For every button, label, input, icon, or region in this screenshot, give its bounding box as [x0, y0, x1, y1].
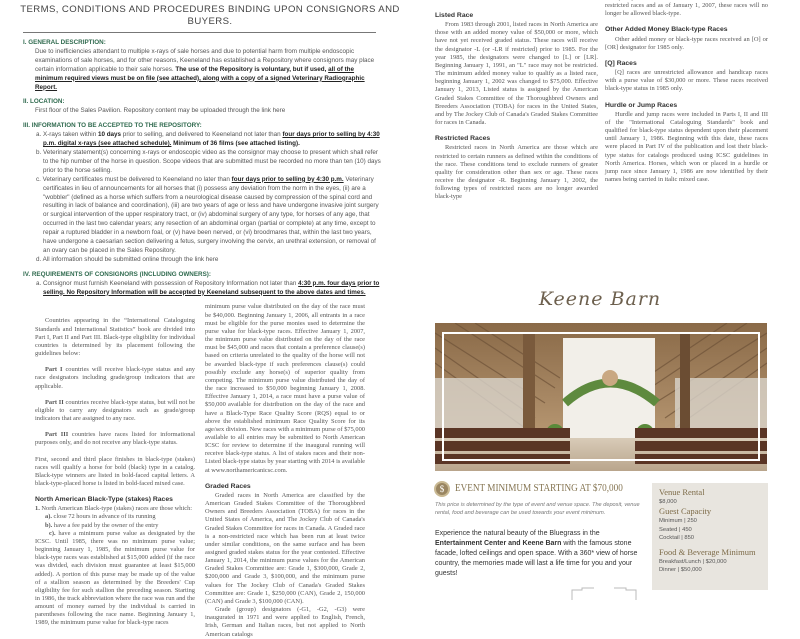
capacity-minimum: Minimum | 250 — [659, 518, 697, 525]
underlined-text: four days prior to selling by 4:30 p.m. digital x-rays (see attached schedule). — [43, 131, 380, 148]
paragraph — [35, 431, 195, 447]
catalog-right-col1 — [435, 12, 598, 201]
bold-term: Part I — [45, 366, 63, 374]
catalog-left-col2 — [205, 303, 365, 638]
paragraph: restricted races and as of January 1, 2007, these races will no longer be allowed black-type. — [605, 2, 768, 18]
list-item-b: b. Veterinary statement(s) concerning x-rays or endoscopic video as the consignor may choose to present which shall refer to the hip number of the horse in question. Scope videos that are submitted must be recorded no more than ten (10) days prior to the horse selling. — [36, 148, 381, 174]
list-item — [35, 530, 195, 628]
list-item-c — [23, 176, 383, 256]
text: countries receive black-type status, but will not be eligible to carry any designators such as grade/group indicators that are assigned to any race. — [35, 398, 195, 423]
floorplan-outline — [570, 586, 645, 600]
bold-term: Part II — [45, 398, 64, 406]
venue-script-title: Keene Barn — [538, 288, 662, 310]
num: c). — [49, 529, 56, 537]
paragraph: Hurdle and jump races were included in Parts I, II and III of the "International Cataloguing Standards" book and qualified for black-type status dependent upon their placement until January 1, 1986. Beginning with this date, these races were placed in Part IV of the publication and lost their black-type status for catalogs produced using ICSC guidelines in North America. Horses, which won or placed in a hurdle or jump race since January 1, 1986 are now identified by their names being carried in italic mixed case. — [605, 110, 768, 183]
text: North American Black-type (stakes) races are those which: — [39, 505, 193, 513]
divider — [23, 32, 376, 33]
num: b). — [45, 521, 53, 529]
section-location — [23, 98, 383, 116]
paragraph: First, second and third place finishes in black-type (stakes) races will qualify a horse for bold (black) type in a catalog. Black-type winners are listed in bold-faced capital letters. A black-type-placed horse is listed in bold-faced mixed case. — [35, 455, 195, 487]
paragraph: Other added money or black-type races received an [O] or [OR] designator for 1985 only. — [605, 35, 768, 51]
paragraph: Countries appearing in the “International Cataloguing Standards and International Statistics” book are divided into Part I, Part II and Part III. Black-type eligibility for individual countries is determined by its placement following the guidelines below: — [35, 317, 195, 358]
barn-interior-illustration — [435, 323, 767, 471]
paragraph: Restricted races in North America are those which are restricted to certain runners as defined within the conditions of the race. These conditions tend to exclude runners of greater quality for consideration other than sex or age. These races receive the designator -R. Beginning January 1, 2002, the following types of restricted races are no longer awarded black-type — [435, 144, 598, 201]
list-item-a — [23, 131, 383, 149]
underlined-text: 4:30 p.m. four days prior to selling. No Repository Information will be accepted by Keeneland subsequent to the above dates and times. — [43, 279, 380, 296]
catalog-right-col2 — [605, 0, 768, 184]
venue-photo — [435, 323, 767, 471]
section-general — [23, 39, 383, 92]
section-heading: [Q] Races — [605, 59, 637, 67]
bold-text: Minimum of 36 films (see attached listing). — [171, 140, 300, 148]
section-heading: I. GENERAL DESCRIPTION: — [23, 39, 106, 46]
venue-description — [435, 529, 647, 579]
text: a. X-rays taken within — [36, 131, 98, 139]
catalog-left-page — [0, 299, 432, 638]
terms-document — [0, 0, 432, 299]
section-heading: II. LOCATION: — [23, 98, 65, 106]
text: Due to inefficiencies attendant to multiple x-rays of sale horses and due to potential harm from multiple endoscopic examinations of sale horses, and for other reasons, Keeneland has established a Repository where consignors may place certain information applicable to their sale horses. — [35, 47, 375, 73]
section-information — [23, 122, 383, 265]
food-beverage-heading: Food & Beverage Minimum — [659, 546, 756, 557]
section-heading: Restricted Races — [435, 135, 491, 143]
text: with the famous stone facade, lofted ceilings and open space. With a 360* view of horse country, the memories made will last a life time for you and your guests! — [435, 540, 638, 577]
fb-breakfast-lunch: Breakfast/Lunch | $20,000 — [659, 558, 727, 565]
text: countries have races listed for informational purposes only, and do not receive any black-type status. — [35, 431, 196, 447]
guest-capacity-heading: Guest Capacity — [659, 506, 712, 517]
paragraph — [35, 399, 195, 423]
paragraph: Graded races in North America are classified by the American Graded Stakes Committee of the Thoroughbred Owners and Breeders Association (TOBA) for races in the United States of America, and The Jockey Club of Canada's Graded Stakes Committee for races in Canada. A Graded race is a non-restricted race which has been run at least twice under similar conditions, on the same surface and has been assigned graded stakes status for the year contested. Effective January 1, 2014, the minimum purse values for the American Graded Stakes Committee are: Grade 1, $300,000, Grade 2, $200,000 and Grade 3, $100,000, and the minimum purse values for The Jockey Club of Canada's Graded Stakes Committee are: Grade 1, $250,000 (CAN), Grade 2, 150,000 (CAN) and Grade 3, $100,000 (CAN). — [205, 491, 365, 605]
document-title: TERMS, CONDITIONS AND PROCEDURES BINDING UPON CONSIGNORS AND BUYERS. — [20, 4, 400, 27]
section-heading: Listed Race — [435, 12, 474, 19]
venue-rental-price: $8,000 — [659, 499, 677, 505]
text: close 72 hours in advance of its running — [51, 513, 156, 521]
location-link-text[interactable]: First floor of the Sales Pavilion. Repository content may be uploaded through the link here — [35, 107, 286, 115]
list-item — [35, 513, 195, 521]
text: have a fee paid by the owner of the entry — [52, 521, 159, 529]
paragraph: minimum purse value distributed on the day of the race must be $40,000. Beginning January 1, 2006, all entrants in a race must be eligible for the purse monies used to determine the purse value for black-type races. Effective January 1, 2007, the minimum purse value distributed on the day of the race must be $45,000 and races that contain a preference clause(s) based on criteria unrelated to the quality of the horse will not be awarded black-type if such preferences clause(s) could possibly exclude any horse(s) of superior quality from competing. The minimum purse value distributed the day of the race increased to $50,000 beginning January 1, 2008. Effective January 1, 2014, a race must have a purse value of $50,000 available for distribution on the day of the race and have a Black-Type Race Quality Score (RQS) equal to or above the established minimum Race Quality Score for its age/sex division. New races with a minimum purse of $75,000 available to all entries may be submitted to North American ICSC for review to determine if the inaugural running will receive black-type status. A list of stakes races and their non-Listed black-type status by year starting with 2014 is available at www.northamericanicsc.com. — [205, 303, 365, 474]
text: countries will receive black-type status and any race designators including grade/group indicators that are applicable. — [35, 366, 195, 390]
list-item-a — [23, 280, 383, 298]
section-heading: Graded Races — [205, 482, 251, 490]
section-heading: IV. REQUIREMENTS OF CONSIGNORS (INCLUDING OWNERS): — [23, 270, 211, 278]
section-heading: Hurdle or Jump Races — [605, 101, 678, 109]
underlined-text: all of the minimum required views must be on file (see attached), along with a copy of a signed Veterinary Radiographic Report. — [35, 65, 365, 91]
text: Experience the natural beauty of the Bluegrass in the — [435, 530, 600, 537]
text: have a minimum purse value as designated by the ICSC. Until 1985, there was no minimum purse value; beginning January 1, 1985, the minimum purse value for black-type races was established at $15,000 added (if the race was divided, each division must guarantee at least $15,000 added). A portion of this purse may be made up of the value of a stallion season as determined by the Breeders' Cup eligibility fee for such stallion the preceding season. Starting in 1986, the track abbreviation where the race was run and the amount of money earned by the individual is carried in parentheses following the race name. Beginning January 1, 1989, the minimum purse value for black-type races — [35, 529, 195, 627]
section-heading: III. INFORMATION TO BE ACCEPTED TO THE REPOSITORY: — [23, 122, 202, 130]
text: a. Consignor must furnish Keeneland with possession of Repository Information not later than — [36, 279, 299, 287]
list-item-d[interactable]: d. All information should be submitted online through the link here — [36, 255, 219, 263]
section-text — [23, 48, 383, 93]
paragraph — [35, 366, 195, 390]
bold-text: The use of the Repository is voluntary, but if used, — [175, 65, 329, 73]
bold-term: Part III — [45, 431, 69, 439]
capacity-seated: Seated | 450 — [659, 526, 692, 533]
venue-details-box — [652, 483, 768, 590]
text: Veterinary certificates in lieu of announcements for all horses that (i) possess any deviation from the norm in the eyes, (ii) are a "wobbler" (defined as a horse which suffers from a neurological disease caused by compression of the spinal cord and resulting in lack of balance and coordination), (iii) are two years of age or less and have undergone invasive joint surgery or surgical intervention of the upper respiratory tract, or (iv) abdominal surgery of any type, for horses of any age, that occurred in the last two calendar years; any resection of an abdominal organ (partial or complete) at any time, except to repair a ruptured bladder in a newborn foal, or (v) have been nerved, or (vi) broodmares that, within the last two years, have undergone a caesarian section delivering a fetus, surgery involving the cervix, an urethral extension, or removal of an ovary can be placed in the Sales Repository. — [43, 175, 379, 254]
paragraph: From 1983 through 2001, listed races in North America are those with an added money value of $50,000 or more, which have not yet received graded status. These races will receive the designator -L (or -LR if restricted) prior to 1985. For the year 1985, the designators were changed to [L] or [LR]. Beginning January 1, 1991, an "L" race may not be restricted. The minimum added money value to qualify as a listed race, beginning January 1, 2002 was changed to $75,000. Effective January 1, 2013, Listed status is assigned by the American Graded Stakes Committee of the Thoroughbred Owners and Breeders Association (TOBA) for races in the United States, and by The Jockey Club of Canada's Graded Stakes Committee for races in Canada. — [435, 21, 598, 127]
list-item — [35, 522, 195, 530]
venue-rental-heading: Venue Rental — [659, 487, 705, 497]
paragraph: [Q] races are unrestricted allowance and handicap races with a purse value of $30,000 or more. These races received black-type status in 1985 only. — [605, 69, 768, 93]
event-minimum-title: EVENT MINIMUM STARTING AT $70,000 — [455, 483, 623, 494]
capacity-cocktail: Cocktail | 850 — [659, 535, 695, 542]
dollar-coin-icon: $ — [434, 481, 450, 497]
bold-text: 10 days — [97, 131, 122, 139]
list-item — [35, 505, 195, 513]
num: 1. — [35, 505, 40, 513]
section-heading: North American Black-Type (stakes) Races — [35, 496, 173, 504]
section-requirements — [23, 271, 383, 298]
fb-dinner: Dinner | $50,000 — [659, 567, 702, 574]
catalog-left-col1 — [35, 303, 195, 638]
paragraph: Grade (group) designators (-G1, -G2, -G3) were inaugurated in 1971 and were applied to English, French, Irish, German and Italian races, but not applied to North American catalogs — [205, 606, 365, 638]
text: c. Veterinary certificates must be delivered to Keeneland no later than — [36, 175, 232, 183]
section-heading: Other Added Money Black-type Races — [605, 26, 728, 34]
bold-text: Entertainment Center and Keene Barn — [435, 540, 562, 547]
text: prior to selling, and delivered to Keeneland not later than — [121, 131, 283, 139]
num: a). — [45, 513, 52, 521]
event-note: This price is determined by the type of event and venue space. The deposit, venue rental, food and beverage can be used towards your event minimum. — [435, 502, 640, 517]
underlined-text: four days prior to selling by 4:30 p.m. — [231, 175, 344, 183]
